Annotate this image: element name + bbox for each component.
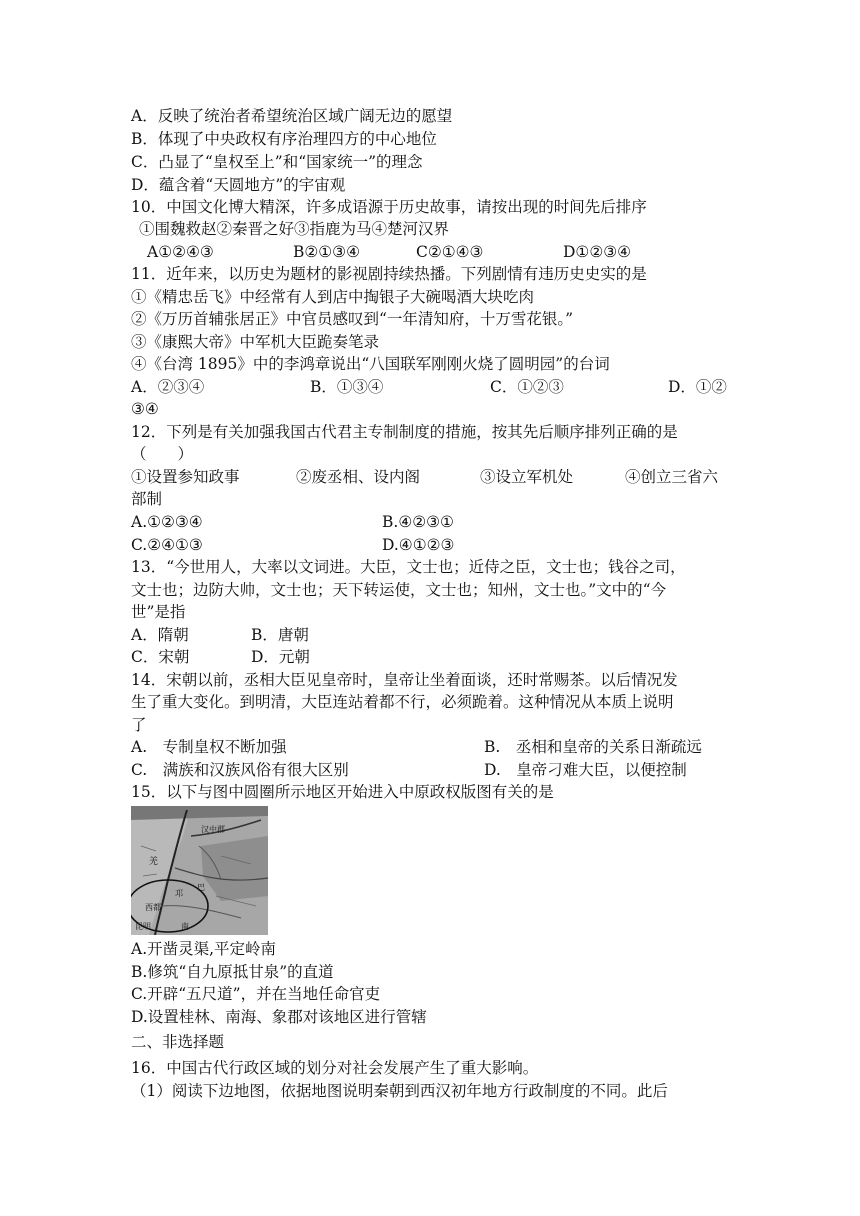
q13-line-2: 文士也；边防大帅，文士也；天下转运使，文士也；知州，文士也。”文中的“今 [131, 581, 667, 599]
q14-option-c: C. 满族和汉族风俗有很大区别 [131, 761, 349, 779]
q14-line-2: 生了重大变化。到明清，大臣连站着都不行，必须跪着。这种情况从本质上说明 [131, 693, 674, 711]
q13-option-b: B．唐朝 [251, 626, 309, 644]
q11-item-3: ③《康熙大帝》中军机大臣跪奏笔录 [131, 333, 380, 351]
q12-item-2: ②废丞相、设内阁 [296, 468, 421, 486]
q11-option-b: B．①③④ [310, 378, 384, 396]
q12-item-4-cont: 部制 [131, 490, 163, 508]
q9-option-d: D．蕴含着“天圆地方”的宇宙观 [131, 176, 346, 194]
map-label-ba: 巴 [197, 883, 205, 892]
q13-option-c: C．宋朝 [131, 648, 190, 666]
q14-option-d: D. 皇帝刁难大臣，以便控制 [484, 761, 687, 779]
q12-option-d: D.④①②③ [382, 536, 455, 554]
q9-option-b: B．体现了中央政权有序治理四方的中心地位 [131, 130, 437, 148]
q11-item-4: ④《台湾 1895》中的李鸿章说出“八国联军刚刚火烧了圆明园”的台词 [131, 355, 610, 373]
q15-option-a: A.开凿灵渠,平定岭南 [131, 940, 277, 958]
q11-options [0, 377, 860, 397]
q9-option-a: A．反映了统治者希望统治区域广阔无边的愿望 [131, 107, 453, 125]
q10-option-c: C②①④③ [416, 243, 484, 261]
q13-line-3: 世”是指 [131, 603, 186, 621]
q12-option-c: C.②④①③ [131, 536, 203, 554]
q12-option-b: B.④②③① [382, 513, 454, 531]
q12-option-a: A.①②③④ [131, 513, 203, 531]
q15-stem: 15．以下与图中圆圈所示地区开始进入中原政权版图有关的是 [131, 783, 554, 801]
q10-items: ①围魏救赵②秦晋之好③指鹿为马④楚河汉界 [139, 220, 450, 238]
q11-item-1: ①《精忠岳飞》中经常有人到店中掏银子大碗喝酒大块吃肉 [131, 288, 535, 306]
q15-option-b: B.修筑“自九原抵甘泉”的直道 [131, 963, 334, 981]
q13-line-1: 13．“今世用人，大率以文词进。大臣，文士也；近侍之臣，文士也；钱谷之司， [131, 558, 686, 576]
map-label-kunming: 昆明 [135, 922, 151, 931]
q16-stem: 16．中国古代行政区域的划分对社会发展产生了重大影响。 [131, 1059, 539, 1077]
q15-option-d: D.设置桂林、南海、象郡对该地区进行管辖 [131, 1008, 427, 1026]
q12-stem-paren: （ ） [131, 445, 194, 463]
map-label-nan: 南 [181, 922, 189, 931]
q13-option-a: A．隋朝 [131, 626, 189, 644]
q11-option-a: A．②③④ [131, 378, 205, 396]
q11-option-d: D．①② [668, 378, 727, 396]
q14-option-a: A. 专制皇权不断加强 [131, 738, 287, 756]
map-label-xidu: 西都 [145, 903, 161, 912]
q10-options [0, 242, 860, 262]
map-label-hanzhong: 汉中郡 [201, 825, 225, 834]
q12-item-3: ③设立军机处 [480, 468, 574, 486]
q9-option-c: C．凸显了“皇权至上”和“国家统一”的理念 [131, 153, 423, 171]
q10-stem: 10．中国文化博大精深，许多成语源于历史故事，请按出现的时间先后排序 [131, 198, 647, 216]
historical-map-image [131, 806, 268, 935]
section-2-title: 二、非选择题 [131, 1033, 225, 1051]
q12-item-1: ①设置参知政事 [131, 468, 240, 486]
q12-items [0, 467, 860, 487]
q15-option-c: C.开辟“五尺道”，并在当地任命官吏 [131, 985, 381, 1003]
q10-option-b: B②①③④ [293, 243, 360, 261]
q12-item-4: ④创立三省六 [625, 468, 719, 486]
q14-line-1: 14．宋朝以前，丞相大臣见皇帝时，皇帝让坐着面谈，还时常赐茶。以后情况发 [131, 671, 678, 689]
map-label-qiong: 邛 [175, 889, 183, 898]
q14-option-b: B. 丞相和皇帝的关系日渐疏远 [484, 738, 702, 756]
q11-option-d-cont: ③④ [131, 400, 159, 418]
q10-option-d: D①②③④ [563, 243, 632, 261]
q13-option-d: D．元朝 [251, 648, 310, 666]
q10-option-a: A①②④③ [147, 243, 214, 261]
q14-line-3: 了 [131, 716, 147, 734]
q12-stem: 12．下列是有关加强我国古代君主专制制度的措施，按其先后顺序排列正确的是 [131, 423, 678, 441]
q16-part-1: （1）阅读下边地图，依据地图说明秦朝到西汉初年地方行政制度的不同。此后 [131, 1082, 668, 1100]
map-label-qiang: 羌 [149, 857, 159, 867]
q11-stem: 11．近年来，以历史为题材的影视剧持续热播。下列剧情有违历史史实的是 [131, 265, 647, 283]
q11-item-2: ②《万历首辅张居正》中官员感叹到“一年清知府，十万雪花银。” [131, 310, 574, 328]
q11-option-c: C．①②③ [490, 378, 564, 396]
